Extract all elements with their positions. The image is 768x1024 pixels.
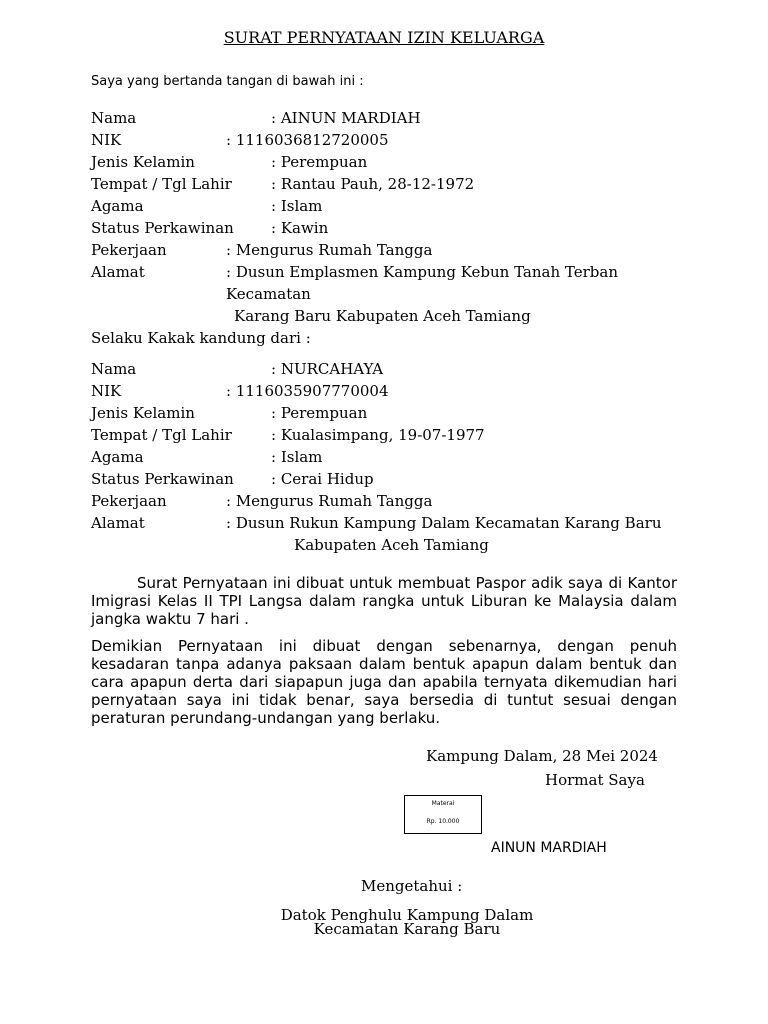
- p2-pekerjaan-value: : Mengurus Rumah Tangga: [226, 492, 433, 510]
- acknowledgement-line1: Datok Penghulu Kampung Dalam: [280, 906, 534, 924]
- p2-ttl-value: : Kualasimpang, 19-07-1977: [271, 426, 485, 444]
- p2-status-label: Status Perkawinan: [91, 470, 234, 488]
- p1-agama-value: : Islam: [271, 197, 323, 215]
- p2-agama-label: Agama: [91, 448, 144, 466]
- p1-ttl-label: Tempat / Tgl Lahir: [91, 175, 232, 193]
- p1-status-label: Status Perkawinan: [91, 219, 234, 237]
- p2-ttl-label: Tempat / Tgl Lahir: [91, 426, 232, 444]
- p1-alamat-line3: Karang Baru Kabupaten Aceh Tamiang: [234, 307, 531, 325]
- p2-alamat-value: : Dusun Rukun Kampung Dalam Kecamatan Karang Baru: [226, 514, 662, 532]
- closing-text: Hormat Saya: [545, 771, 645, 789]
- p2-nik-label: NIK: [91, 382, 122, 400]
- p1-status-value: : Kawin: [271, 219, 329, 237]
- p1-alamat-label: Alamat: [91, 263, 145, 281]
- p1-alamat-line2: Kecamatan: [226, 285, 311, 303]
- p1-ttl-value: : Rantau Pauh, 28-12-1972: [271, 175, 475, 193]
- p2-nik-value: : 1116035907770004: [226, 382, 389, 400]
- paragraph-declaration: Demikian Pernyataan ini dibuat dengan sebenarnya, dengan penuh kesadaran tanpa adanya paksaan dalam bentuk apapun dalam bentuk dan cara apapun derta dari siapapun juga dan apabila ternyata dikemudian hari pernyataan saya ini tidak benar, saya bersedia di tuntut sesuai dengan peraturan perundang-undangan yang berlaku.: [91, 637, 677, 727]
- p1-jk-label: Jenis Kelamin: [91, 153, 195, 171]
- p2-nama-value: : NURCAHAYA: [271, 360, 384, 378]
- p1-pekerjaan-label: Pekerjaan: [91, 241, 167, 259]
- p2-agama-value: : Islam: [271, 448, 323, 466]
- p2-pekerjaan-label: Pekerjaan: [91, 492, 167, 510]
- acknowledgement-line2: Kecamatan Karang Baru: [313, 920, 501, 938]
- p2-jk-value: : Perempuan: [271, 404, 368, 422]
- p1-pekerjaan-value: : Mengurus Rumah Tangga: [226, 241, 433, 259]
- p2-alamat-label: Alamat: [91, 514, 145, 532]
- p1-nik-label: NIK: [91, 131, 122, 149]
- p1-nama-value: : AINUN MARDIAH: [271, 109, 421, 127]
- stamp-amount: Rp. 10.000: [426, 818, 460, 825]
- p1-alamat-value: : Dusun Emplasmen Kampung Kebun Tanah Terban: [226, 263, 618, 281]
- p2-nama-label: Nama: [91, 360, 137, 378]
- place-date: Kampung Dalam, 28 Mei 2024: [426, 747, 658, 765]
- p1-nik-value: : 1116036812720005: [226, 131, 389, 149]
- paragraph-purpose: Surat Pernyataan ini dibuat untuk membuat Paspor adik saya di Kantor Imigrasi Kelas II TPI Langsa dalam rangka untuk Liburan ke Malaysia dalam jangka waktu 7 hari .: [91, 574, 677, 628]
- intro-text: Saya yang bertanda tangan di bawah ini :: [91, 74, 364, 89]
- p2-jk-label: Jenis Kelamin: [91, 404, 195, 422]
- p2-status-value: : Cerai Hidup: [271, 470, 374, 488]
- acknowledgement-label: Mengetahui :: [361, 877, 463, 895]
- relation-text: Selaku Kakak kandung dari :: [91, 329, 311, 347]
- p1-nama-label: Nama: [91, 109, 137, 127]
- p2-alamat-line2: Kabupaten Aceh Tamiang: [294, 536, 489, 554]
- stamp-label: Materai: [431, 800, 455, 807]
- stamp-box: [404, 795, 482, 834]
- p1-jk-value: : Perempuan: [271, 153, 368, 171]
- p1-agama-label: Agama: [91, 197, 144, 215]
- document-title: SURAT PERNYATAAN IZIN KELUARGA: [223, 28, 545, 47]
- signer-name: AINUN MARDIAH: [491, 840, 607, 856]
